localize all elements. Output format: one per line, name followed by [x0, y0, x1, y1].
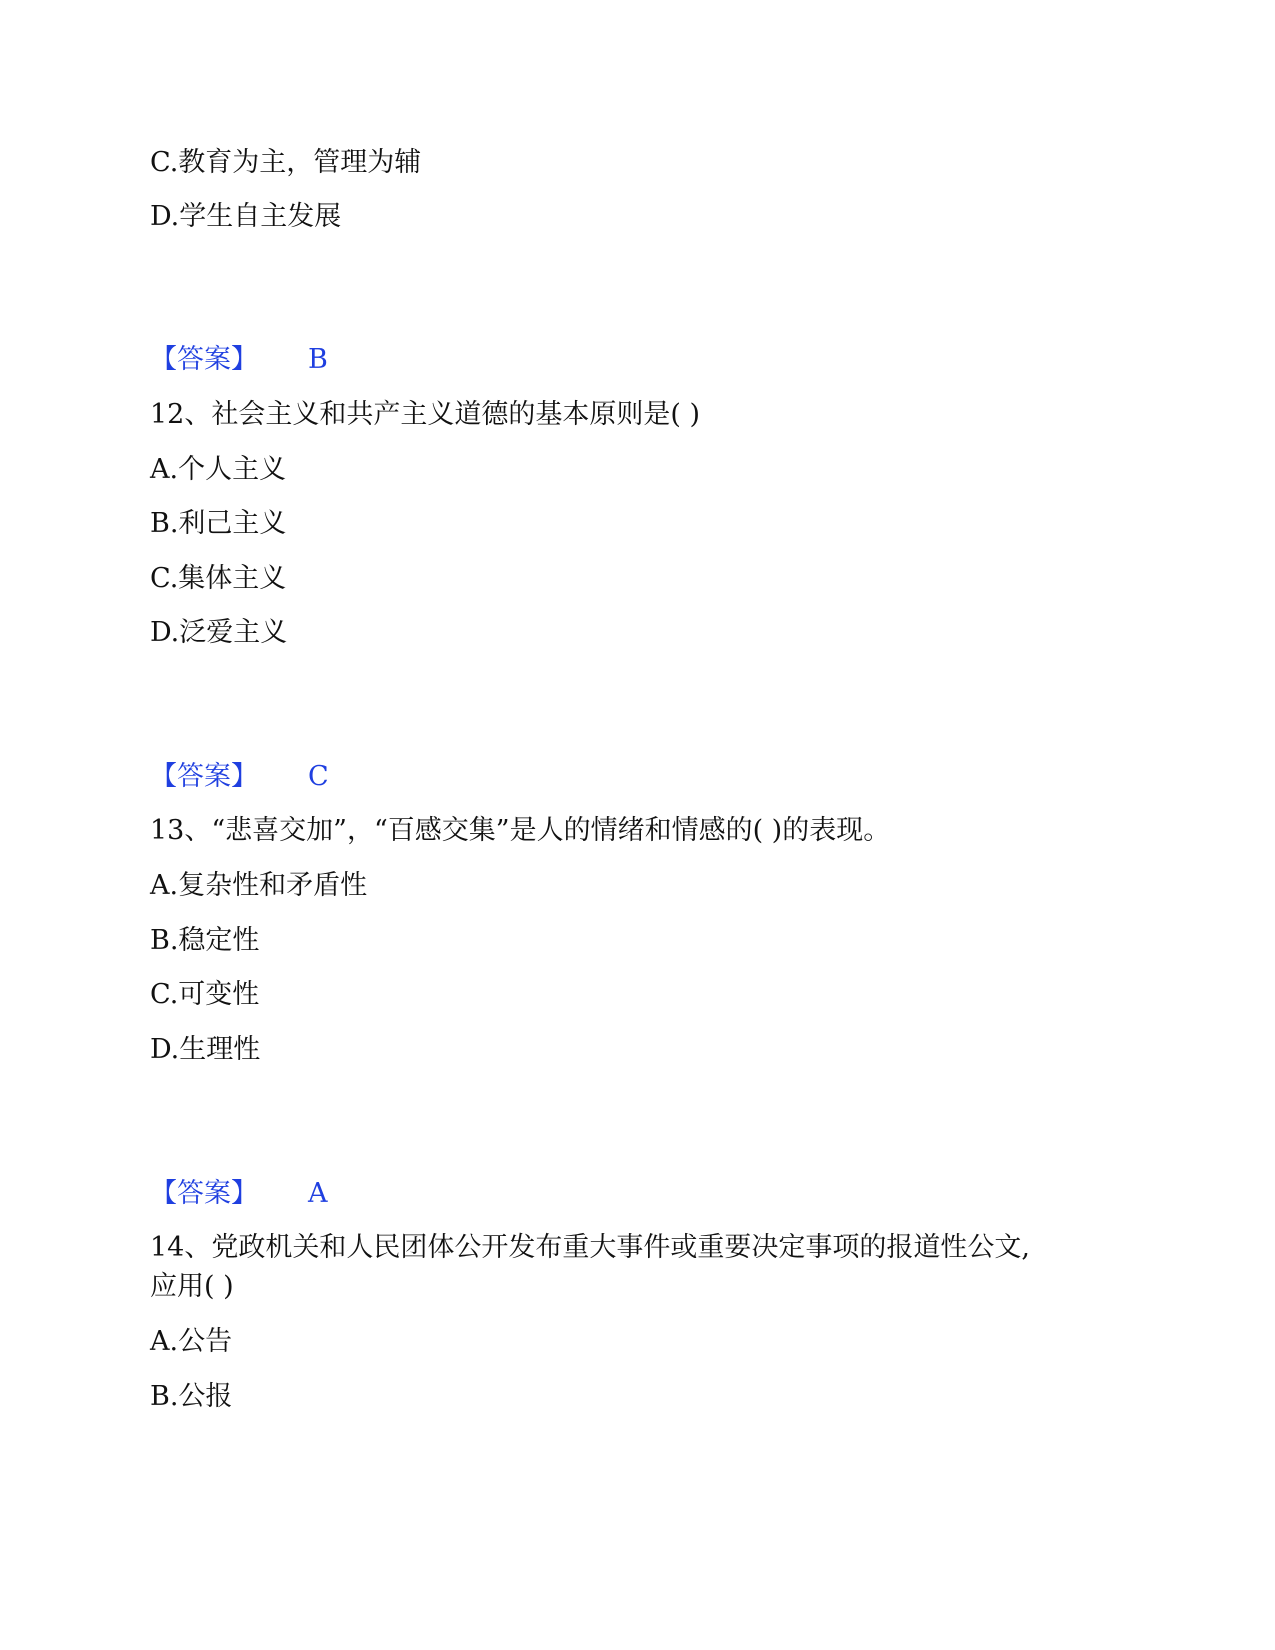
q13-option-b: B.稳定性: [150, 925, 260, 956]
question-14-line-2: 应用( ): [150, 1271, 234, 1302]
answer-label: 【答案】: [150, 1178, 258, 1209]
question-13: 13、“悲喜交加”，“百感交集”是人的情绪和情感的( )的表现。: [150, 815, 891, 846]
option-c: C.教育为主，管理为辅: [150, 147, 422, 178]
answer-row: [150, 342, 328, 378]
answer-value: B: [308, 344, 328, 375]
answer-label: 【答案】: [150, 761, 258, 792]
answer-label: 【答案】: [150, 344, 258, 375]
question-12: 12、社会主义和共产主义道德的基本原则是( ): [150, 399, 701, 430]
option-d: D.学生自主发展: [150, 201, 342, 232]
q14-option-a: A.公告: [150, 1326, 233, 1357]
q12-answer-row: [150, 759, 329, 795]
q13-option-a: A.复杂性和矛盾性: [150, 870, 368, 901]
q12-option-b: B.利己主义: [150, 508, 287, 539]
q14-option-b: B.公报: [150, 1381, 233, 1412]
q13-option-d: D.生理性: [150, 1034, 261, 1065]
q13-option-c: C.可变性: [150, 979, 260, 1010]
answer-value: A: [308, 1178, 328, 1209]
q12-option-a: A.个人主义: [150, 454, 287, 485]
q13-answer-row: [150, 1176, 328, 1212]
q12-option-d: D.泛爱主义: [150, 617, 288, 648]
q12-option-c: C.集体主义: [150, 563, 287, 594]
question-14-line-1: 14、党政机关和人民团体公开发布重大事件或重要决定事项的报道性公文,: [150, 1232, 1030, 1263]
answer-value: C: [308, 761, 329, 792]
